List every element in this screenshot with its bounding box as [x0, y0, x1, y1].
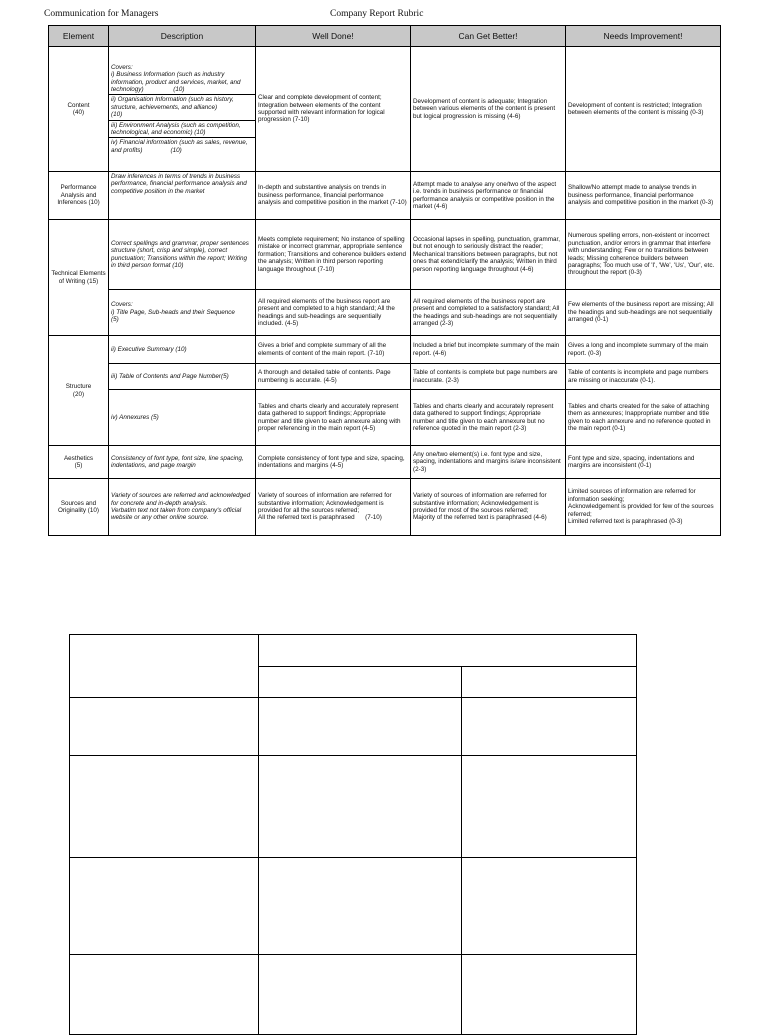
description-cell: Variety of sources are referred and acknowledged for concrete and in-depth analysis. Verbatim text not taken from company's official website or any other online source.: [109, 479, 256, 536]
blank-row: [70, 698, 637, 756]
document-title: Company Report Rubric: [330, 9, 424, 19]
blank-row: [70, 955, 637, 1035]
needs-improvement-cell: Shallow/No attempt made to analyse trends in business performance, financial performance analysis and competitive position in the market (0-3): [566, 172, 721, 220]
blank-row: [70, 858, 637, 955]
blank-cell: [259, 955, 462, 1035]
needs-improvement-cell: Font type and size, spacing, indentations and margins are inconsistent (0-1): [566, 446, 721, 479]
description-cell: iii) Table of Contents and Page Number(5): [109, 364, 256, 390]
blank-row: [70, 756, 637, 858]
description-cell: ii) Executive Summary (10): [109, 336, 256, 364]
rubric-header-row: [49, 26, 721, 47]
table-row: [49, 479, 721, 536]
needs-improvement-cell: Numerous spelling errors, non-existent or incorrect punctuation, and/or errors in grammar that interfere with understanding; Few or no transitions between leads; Missing coherence builders between paragraphs; Too much use of 'I', 'We', 'Us', 'Our', etc. throughout the report (0-3): [566, 220, 721, 290]
description-cell: [109, 47, 256, 172]
can-get-better-cell: Any one/two element(s) i.e. font type and size, spacing, indentations and margins is/are inconsistent (2-3): [411, 446, 566, 479]
needs-improvement-cell: Development of content is restricted; Integration between elements of the content is missing (0-3): [566, 47, 721, 172]
table-row: [49, 336, 721, 364]
can-get-better-cell: Attempt made to analyse any one/two of the aspect i.e. trends in business performance or financial performance analysis or competitive position in the market (4-6): [411, 172, 566, 220]
blank-cell: [462, 756, 637, 858]
table-row: [49, 220, 721, 290]
blank-cell: [70, 858, 259, 955]
blank-cell: [462, 858, 637, 955]
column-header-element: Element: [49, 26, 109, 47]
well-done-cell: Tables and charts clearly and accurately represent data gathered to support findings; Appropriate number and title given to each annexure along with proper referencing in the main report (4-5): [256, 390, 411, 446]
element-cell: Technical Elements of Writing (15): [49, 220, 109, 336]
table-row: [49, 390, 721, 446]
table-row: [49, 172, 721, 220]
element-cell: Performance Analysis and Inferences (10): [49, 172, 109, 220]
table-row: [49, 290, 721, 336]
blank-cell: [462, 698, 637, 756]
blank-cell: [259, 667, 462, 698]
needs-improvement-cell: Tables and charts created for the sake of attaching them as annexures; Inappropriate number and title given to each annexure and no reference quoted in the main report (0-1): [566, 390, 721, 446]
well-done-cell: Meets complete requirement; No instance of spelling mistake or incorrect grammar, appropriate sentence formation; Transitions and coherence builders extend the analysis; Written in third person reporting language throughout (7-10): [256, 220, 411, 290]
blank-cell: [462, 667, 637, 698]
well-done-cell: Complete consistency of font type and size, spacing, indentations and margins (4-5): [256, 446, 411, 479]
description-item: Covers: i) Business Information (such as industry information, product and services, market, and technology) (10): [111, 63, 241, 93]
element-cell: Content (40): [49, 47, 109, 172]
can-get-better-cell: Occasional lapses in spelling, punctuation, grammar, but not enough to seriously distract the reader; Mechanical transitions between paragraphs, but not ones that extend/clarify the analysis; Written in third person reporting language throughout (4-6): [411, 220, 566, 290]
needs-improvement-cell: Few elements of the business report are missing; All the headings and sub-headings are not sequentially arranged (0-1): [566, 290, 721, 336]
can-get-better-cell: Table of contents is complete but page numbers are inaccurate. (2-3): [411, 364, 566, 390]
well-done-cell: All required elements of the business report are present and completed to a high standard; All the headings and sub-headings are sequentially included. (4-5): [256, 290, 411, 336]
element-cell: Sources and Originality (10): [49, 479, 109, 536]
description-cell: Draw inferences in terms of trends in business performance, financial performance analysis and competitive position in the market: [109, 172, 256, 220]
column-header-needs-improvement: Needs Improvement!: [566, 26, 721, 47]
can-get-better-cell: Variety of sources of information are referred for substantive information; Acknowledgement is provided for most of the sources referred; Majority of the referred text is paraphrased (4-6): [411, 479, 566, 536]
blank-cell: [259, 635, 637, 667]
needs-improvement-cell: Limited sources of information are referred for information seeking; Acknowledgement is provided for few of the sources referred; Limited referred text is paraphrased (0-3): [566, 479, 721, 536]
column-header-well-done: Well Done!: [256, 26, 411, 47]
needs-improvement-cell: Gives a long and incomplete summary of the main report. (0-3): [566, 336, 721, 364]
document-subject: Communication for Managers: [44, 9, 159, 19]
description-item: iv) Financial information (such as sales, revenue, and profits) (10): [109, 137, 255, 155]
blank-cell: [70, 756, 259, 858]
table-row: [49, 364, 721, 390]
well-done-cell: Clear and complete development of content; Integration between elements of the content supported with relevant information for logical progression (7-10): [256, 47, 411, 172]
description-cell: Correct spellings and grammar, proper sentences structure (short, crisp and simple), correct punctuation; Transitions within the report; Writing in third person format (10): [109, 220, 256, 290]
well-done-cell: A thorough and detailed table of contents. Page numbering is accurate. (4-5): [256, 364, 411, 390]
well-done-cell: Variety of sources of information are referred for substantive information; Acknowledgement is provided for all the sources referred; All the referred text is paraphrased (7-10): [256, 479, 411, 536]
well-done-cell: Gives a brief and complete summary of all the elements of content of the main report. (7-10): [256, 336, 411, 364]
description-cell: iv) Annexures (5): [109, 390, 256, 446]
can-get-better-cell: Development of content is adequate; Integration between various elements of the content is present but logical progression is missing (4-6): [411, 47, 566, 172]
blank-cell: [70, 698, 259, 756]
description-item: iii) Environment Analysis (such as competition, technological, and economic) (10): [109, 120, 255, 138]
blank-cell: [70, 635, 259, 698]
element-cell: Structure (20): [49, 336, 109, 446]
blank-cell: [259, 858, 462, 955]
table-row: [49, 446, 721, 479]
column-header-description: Description: [109, 26, 256, 47]
description-cell: Covers: i) Title Page, Sub-heads and their Sequence (5): [109, 290, 256, 336]
can-get-better-cell: All required elements of the business report are present and completed to a satisfactory standard; All the headings and sub-headings are not sequentially arranged (2-3): [411, 290, 566, 336]
element-cell: Aesthetics (5): [49, 446, 109, 479]
can-get-better-cell: Tables and charts clearly and accurately represent data gathered to support findings; Appropriate number and title given to each annexure but no reference quoted in the main report (2-3): [411, 390, 566, 446]
blank-cell: [462, 955, 637, 1035]
table-row: [49, 47, 721, 172]
blank-cell: [259, 756, 462, 858]
blank-cell: [70, 955, 259, 1035]
well-done-cell: In-depth and substantive analysis on trends in business performance, financial performance analysis and competitive position in the market (7-10): [256, 172, 411, 220]
can-get-better-cell: Included a brief but incomplete summary of the main report. (4-6): [411, 336, 566, 364]
column-header-can-get-better: Can Get Better!: [411, 26, 566, 47]
description-item: ii) Organisation Information (such as history, structure, achievements, and alliance) (10): [109, 94, 255, 119]
blank-grid-table: [69, 634, 637, 1035]
rubric-table: [48, 25, 721, 536]
blank-row: [70, 635, 637, 667]
description-cell: Consistency of font type, font size, line spacing, indentations, and page margin: [109, 446, 256, 479]
needs-improvement-cell: Table of contents is incomplete and page numbers are missing or inaccurate (0-1).: [566, 364, 721, 390]
blank-cell: [259, 698, 462, 756]
